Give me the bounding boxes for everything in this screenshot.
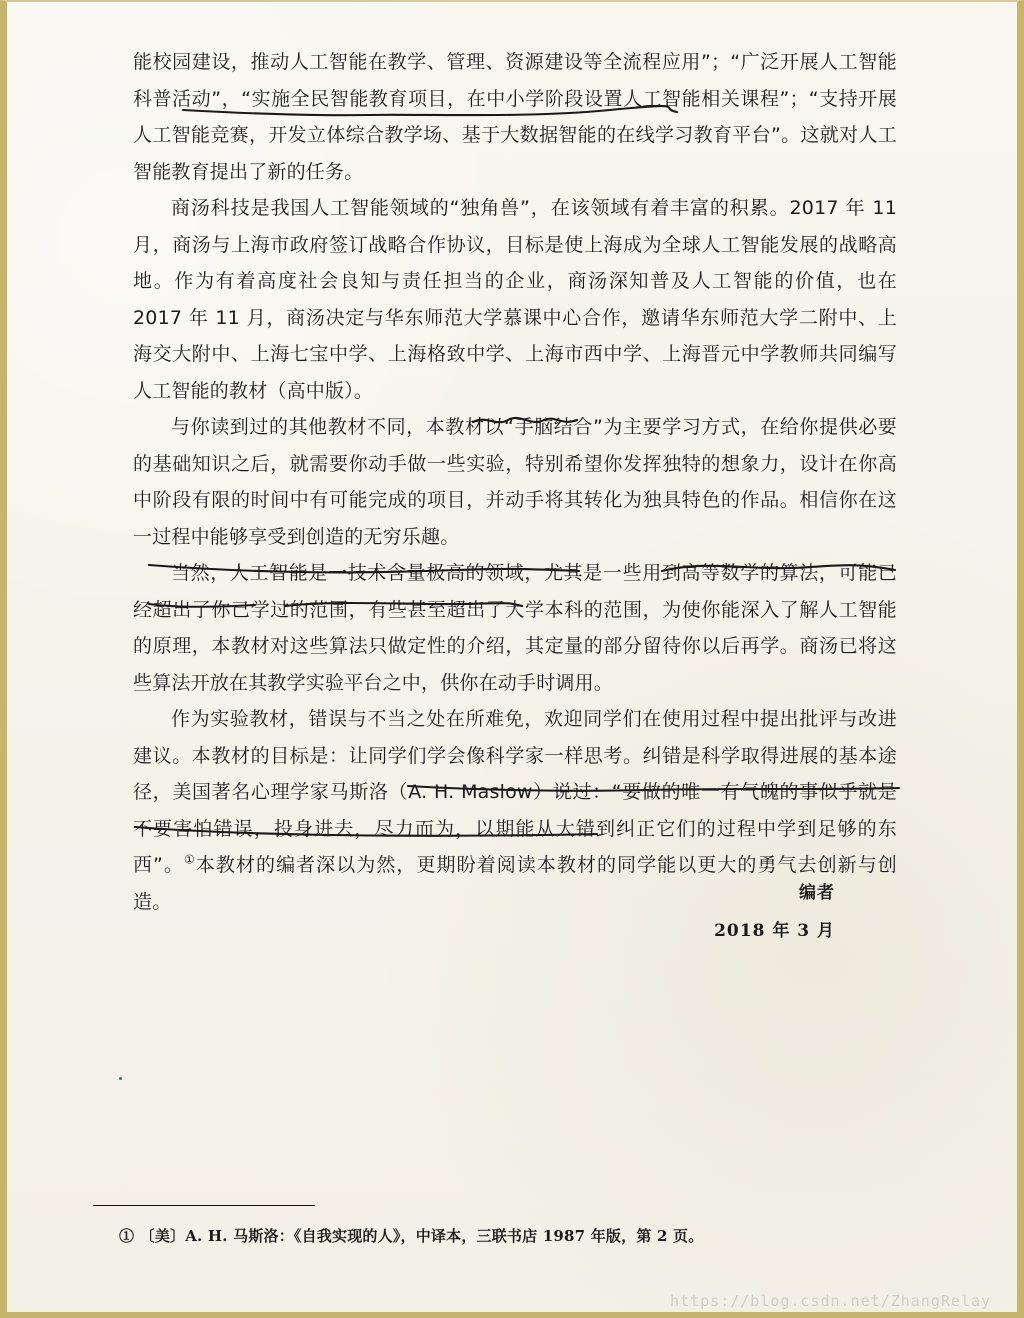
- page-mark: [119, 1077, 122, 1080]
- editor-signature: 编者: [799, 883, 835, 903]
- paragraph-4: 当然，人工智能是一技术含量极高的领域，尤其是一些用到高等数学的算法，可能已经超出了你已学过的范围，有些甚至超出了大学本科的范围，为使你能深入了解人工智能的原理，本教材对这些算法只做定性的介绍，其定量的部分留待你以后再学。商汤已将这些算法开放在其教学实验平台之中，供你在动手时调用。: [133, 562, 897, 694]
- footnote-marker: ①: [184, 852, 196, 867]
- paragraph-1: 能校园建设，推动人工智能在教学、管理、资源建设等全流程应用”；“广泛开展人工智能科普活动”，“实施全民智能教育项目，在中小学阶段设置人工智能相关课程”；“支持开展人工智能竞赛，开发立体综合教学场、基于大数据智能的在线学习教育平台”。这就对人工智能教育提出了新的任务。: [133, 51, 897, 183]
- footnote-text: ① 〔美〕A. H. 马斯洛：《自我实现的人》，中译本，三联书店 1987 年版，第 2 页。: [119, 1227, 704, 1245]
- main-text-block: [133, 44, 897, 920]
- signature-block: [714, 874, 835, 950]
- paragraph-5-main-text: 作为实验教材，错误与不当之处在所难免，欢迎同学们在使用过程中提出批评与改进建议。本教材的目标是：让同学们学会像科学家一样思考。纠错是科学取得进展的基本途径，美国著名心理学家马斯洛（A. H. Maslow）说过：“要做的唯一有气魄的事似乎就是不要害怕错误，投身进去，尽力而为，以期能从大错到纠正它们的过程中学到足够的东西”。: [133, 708, 897, 876]
- paragraph-5-tail-text: 本教材的编者深以为然，更期盼着阅读本教材的同学能以更大的勇气去创新与创造。: [133, 854, 897, 913]
- paragraph-2: 商汤科技是我国人工智能领域的“独角兽”，在该领域有着丰富的积累。2017 年 11 月，商汤与上海市政府签订战略合作协议，目标是使上海成为全球人工智能发展的战略高地。作为有着高度社会良知与责任担当的企业，商汤深知普及人工智能的价值，也在 2017 年 11 月，商汤决定与华东师范大学慕课中心合作，邀请华东师范大学二附中、上海交大附中、上海七宝中学、上海格致中学、上海市西中学、上海晋元中学教师共同编写人工智能的教材（高中版）。: [133, 197, 897, 402]
- footnote-divider: [93, 1205, 315, 1206]
- paragraph-3: 与你读到过的其他教材不同，本教材以“手脑结合”为主要学习方式，在给你提供必要的基础知识之后，就需要你动手做一些实验，特别希望你发挥独特的想象力，设计在你高中阶段有限的时间中有可能完成的项目，并动手将其转化为独具特色的作品。相信你在这一过程中能够享受到创造的无穷乐趣。: [133, 416, 897, 548]
- signature-date: 2018 年 3 月: [714, 921, 835, 941]
- watermark-text: https://blog.csdn.net/ZhangRelay: [670, 1292, 991, 1310]
